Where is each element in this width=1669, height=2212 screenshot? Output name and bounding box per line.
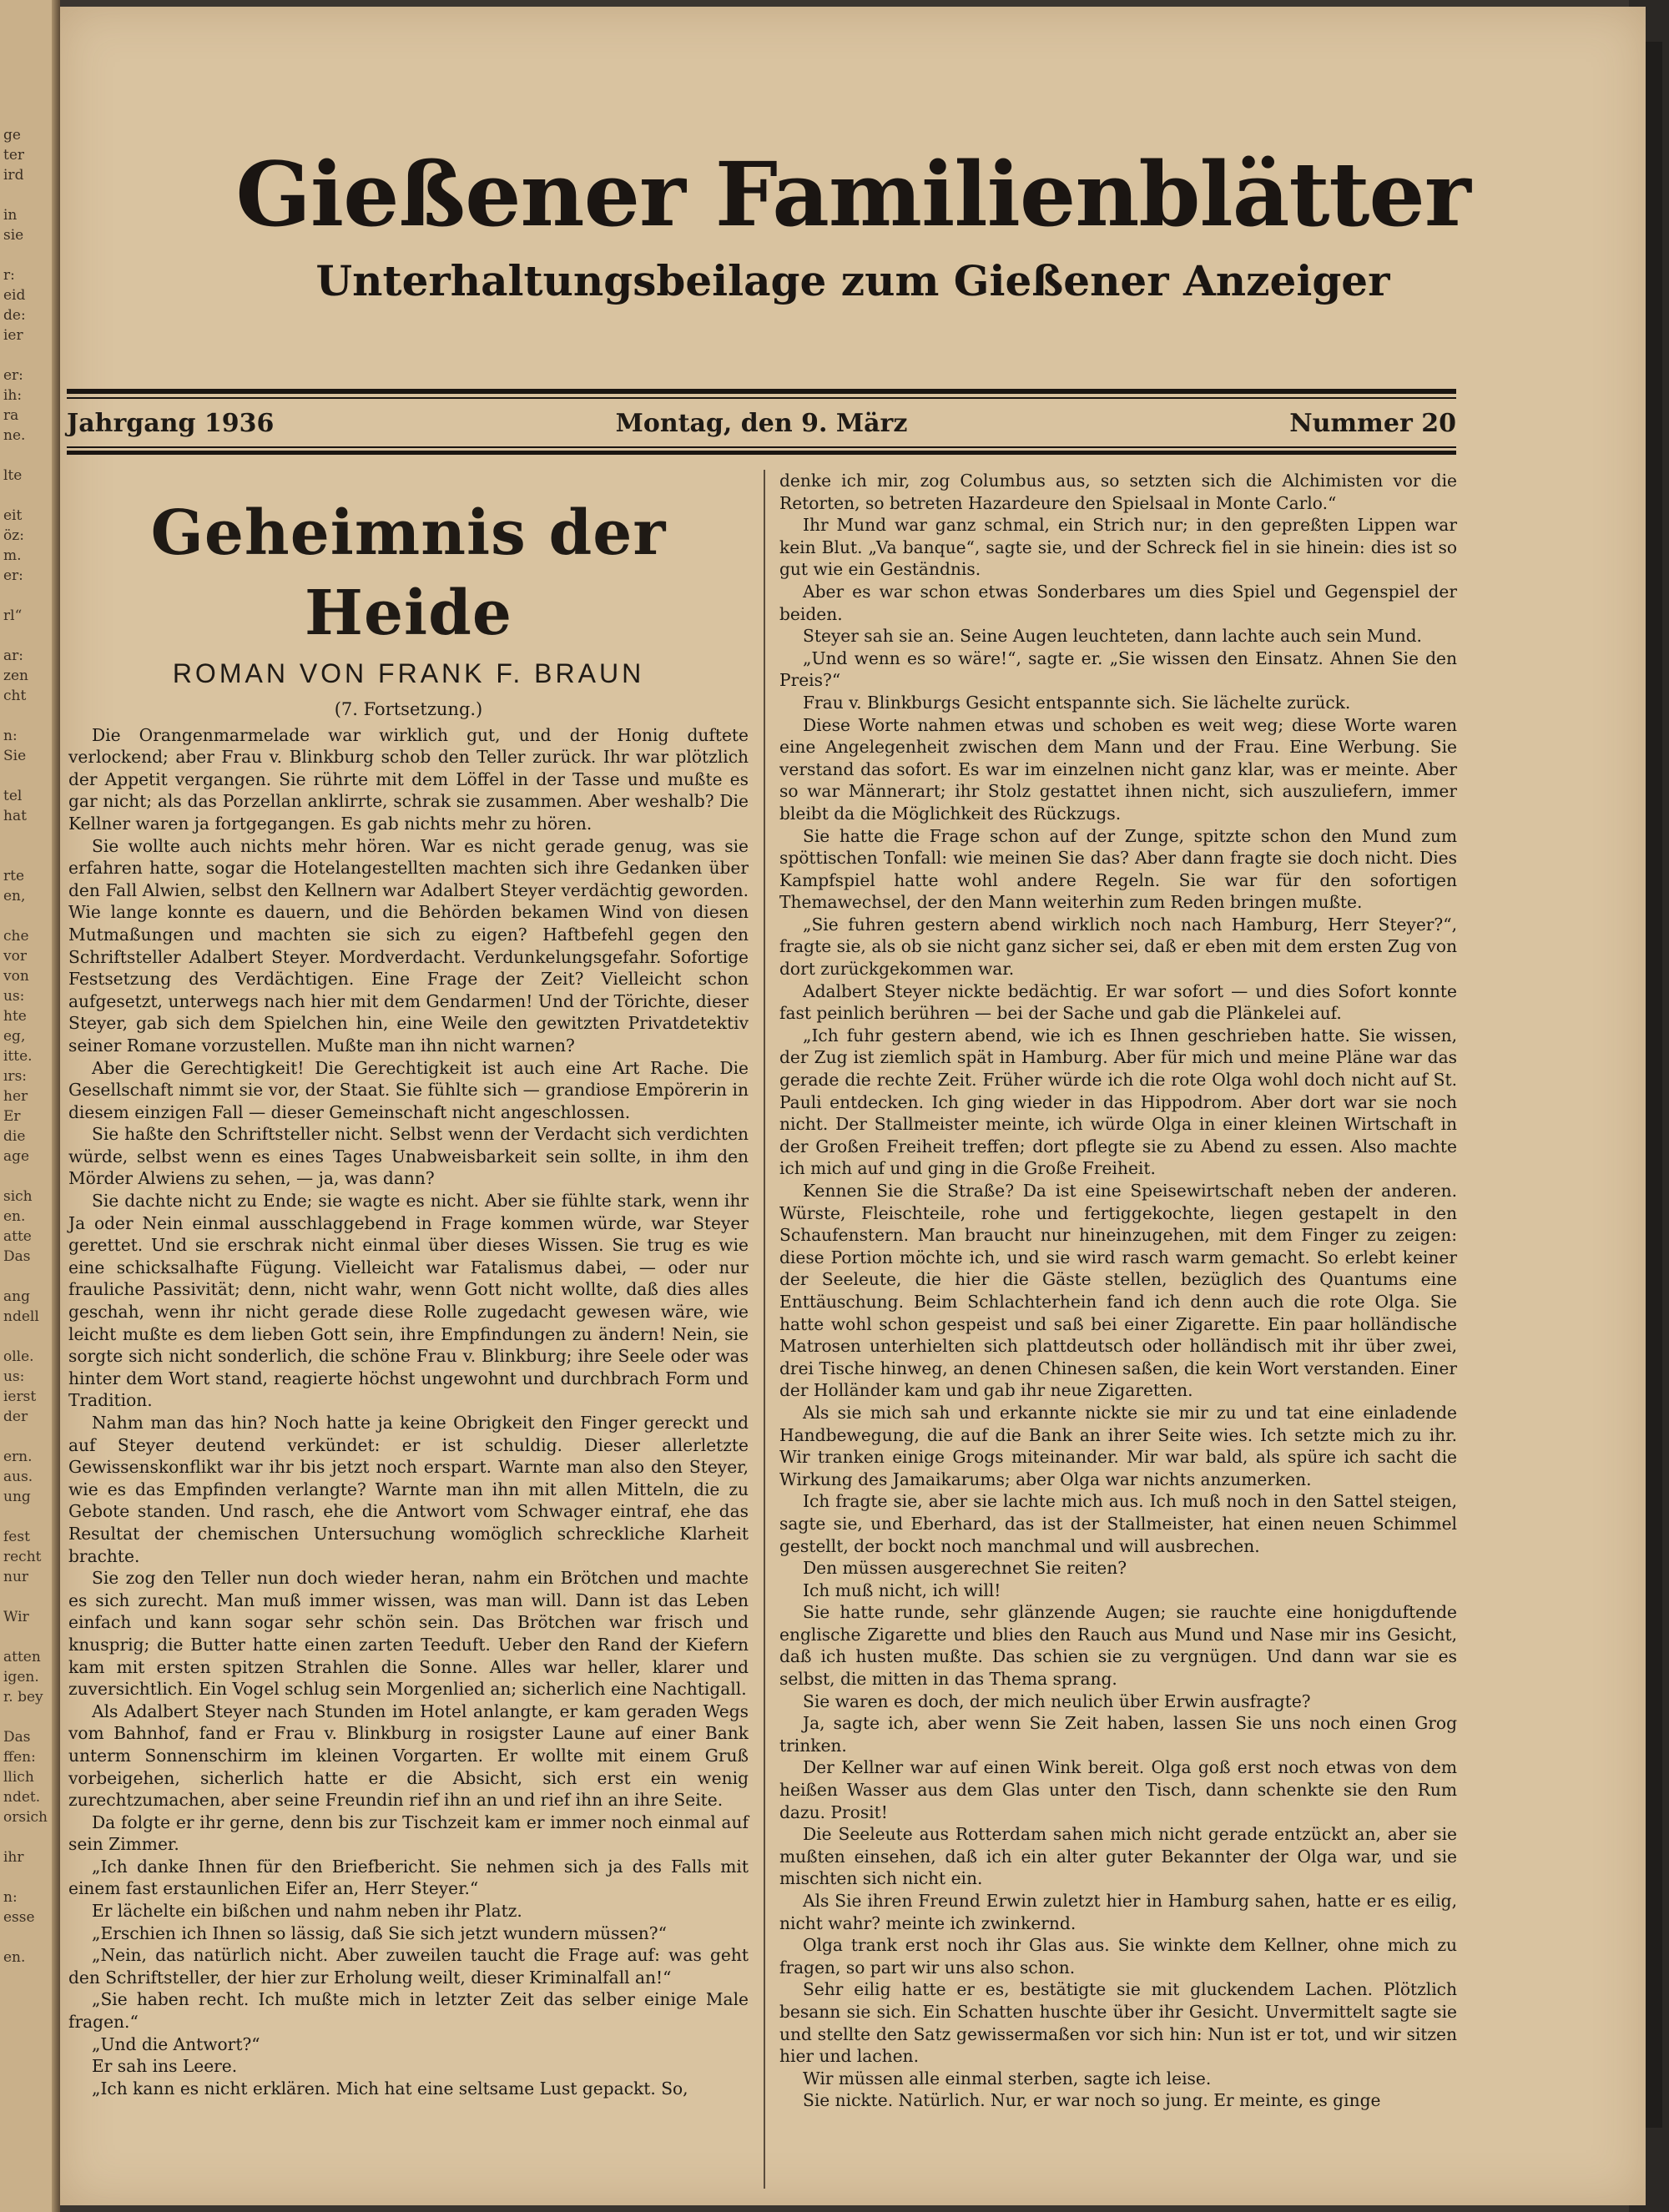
neighbor-fragment: ndell	[3, 1308, 39, 1325]
paragraph: Sie waren es doch, der mich neulich über Erwin ausfragte?	[803, 1690, 1311, 1711]
neighbor-fragment: Das	[3, 1248, 31, 1265]
paragraph: Da folgte er ihr gerne, denn bis zur Tischzeit kam er immer noch einmal auf sein Zimmer.	[68, 1811, 749, 1855]
paragraph: Als Adalbert Steyer nach Stunden im Hotel anlangte, er kam geraden Wegs vom Bahnhof, fand er Frau v. Blinkburg in rosigster Laune auf einer Bank unterm Sonnenschirm im kleinen Vorgarten. Er wollte mit einem Gruß vorbeigehen, sicherlich hatte er die Absicht, sich erst ein wenig zurechtzumachen, aber seine Freundin rief ihn an und rief ihn an ihre Seite.	[68, 1701, 749, 1811]
paragraph: Als Sie ihren Freund Erwin zuletzt hier in Hamburg sahen, hatte er es eilig, nicht wahr? meinte ich zwinkernd.	[779, 1891, 1457, 1933]
paragraph: Adalbert Steyer nickte bedächtig. Er war sofort — und dies Sofort konnte fast peinlich berühren — bei der Sache und gab die Plänkelei auf.	[779, 980, 1457, 1024]
text-column-right	[779, 470, 1457, 2112]
paragraph: Sie zog den Teller nun doch wieder heran, nahm ein Brötchen und machte es sich zurecht. Man muß immer wissen, was man will. Dann ist das Leben einfach und kann sogar sehr schön sein. Das Brötchen war frisch und knusprig; die Butter hatte einen zarten Teeduft. Ueber den Rand der Kiefern kam mit ersten spitzen Strahlen die Sonne. Alles war heller, klarer und zuversichtlich. Ein Vogel schlug sein Morgenlied an; sicherlich eine Nachtigall.	[68, 1568, 749, 1700]
paragraph: „Erschien ich Ihnen so lässig, daß Sie sich jetzt wundern müssen?“	[92, 1922, 667, 1943]
neighbor-fragment: ih:	[3, 387, 23, 404]
neighbor-fragment: in	[3, 207, 18, 224]
neighbor-fragment: orsich	[3, 1809, 48, 1826]
neighbor-fragment: ne.	[3, 427, 26, 444]
paragraph: Sie dachte nicht zu Ende; sie wagte es nicht. Aber sie fühlte stark, wenn ihr Ja oder Nein einmal ausschlaggebend in Frage kommen würde, war Steyer gerettet. Und sie erschrak nicht einmal über dieses Wissen. Sie trug es wie eine schicksalhafte Fügung. Vielleicht war Fatalismus dabei, — oder nur frauliche Passivität; denn, nicht wahr, wenn Gott nicht wollte, daß dies alles geschah, wenn ihr nicht gerade diese Rolle zugedacht gewesen wäre, wie leicht mußte es dem lieben Gott sein, ihre Empfindungen zu ändern! Nein, sie sorgte sich nicht sonderlich, die schöne Frau v. Blinkburg; ihre Seele oder was hinter dem Wort stand, reagierte höchst ungewohnt und durchbrach Form und Tradition.	[68, 1191, 749, 1411]
paragraph: Aber die Gerechtigkeit! Die Gerechtigkeit ist auch eine Art Rache. Die Gesellschaft nimmt sie vor, der Staat. Sie fühlte sich — grandiose Empörerin in diesem einzigen Fall — dieser Gemeinschaft nicht angeschlossen.	[68, 1057, 749, 1122]
neighbor-fragment: von	[3, 968, 29, 985]
neighbor-fragment: Sie	[3, 748, 27, 764]
neighbor-fragment: Er	[3, 1108, 21, 1125]
neighbor-fragment: her	[3, 1088, 28, 1105]
neighbor-fragment: ier	[3, 327, 23, 344]
neighbor-fragment: ırs:	[3, 1068, 28, 1085]
paragraph: „Und die Antwort?“	[92, 2033, 260, 2054]
neighbor-fragment: us:	[3, 988, 25, 1005]
neighbor-fragment: die	[3, 1128, 26, 1145]
neighbor-fragment: ung	[3, 1489, 31, 1505]
neighbor-fragment: aus.	[3, 1469, 33, 1485]
paragraph: „Ich danke Ihnen für den Briefbericht. Sie nehmen sich ja des Falls mit einem fast erstaunlichen Eifer an, Herr Steyer.“	[68, 1856, 749, 1899]
neighbor-fragment: en,	[3, 888, 26, 904]
neighbor-fragment: en.	[3, 1949, 26, 1966]
rule-top-thin	[67, 397, 1456, 399]
neighbor-fragment: hat	[3, 808, 27, 824]
neighbor-fragment: hte	[3, 1008, 27, 1025]
issue-date: Montag, den 9. März	[615, 409, 908, 438]
story-installment: (7. Fortsetzung.)	[334, 699, 483, 719]
neighbor-fragment: sich	[3, 1188, 33, 1205]
right-paragraphs	[779, 470, 1457, 2112]
left-paragraphs	[68, 724, 749, 2100]
neighbor-fragment: ern.	[3, 1449, 33, 1465]
paragraph: Nahm man das hin? Noch hatte ja keine Obrigkeit den Finger gereckt und auf Steyer deutend verkündet: er ist schuldig. Dieser allerletzte Gewissenskonflikt war ihr bis jetzt noch erspart. Warnte man also den Steyer, wie es das Empfinden verlangte? Warnte man ihn mit allen Mitteln, die zu Gebote standen. Und rasch, ehe die Antwort vom Schwager eintraf, ehe das Resultat der chemischen Untersuchung womöglich schreckliche Klarheit brachte.	[68, 1413, 749, 1566]
book-spine	[52, 0, 60, 2212]
text-column-left	[68, 470, 749, 2099]
rule-bottom-thick	[67, 451, 1456, 455]
paragraph: Sie nickte. Natürlich. Nur, er war noch so jung. Er meinte, es ginge	[803, 2090, 1381, 2111]
neighbor-fragment: atten	[3, 1649, 41, 1665]
paragraph: Wir müssen alle einmal sterben, sagte ich leise.	[803, 2068, 1212, 2089]
paragraph: Die Seeleute aus Rotterdam sahen mich nicht gerade entzückt an, aber sie mußten einsehen, daß ich ein alter guter Bekannter der Olga war, und sie mischten sich nicht ein.	[779, 1824, 1457, 1889]
masthead	[60, 140, 1646, 307]
neighbor-fragment: che	[3, 928, 29, 945]
neighbor-fragment: ar:	[3, 647, 23, 664]
neighbor-fragment: vor	[3, 948, 27, 965]
neighbor-fragment: n:	[3, 728, 18, 744]
paragraph: „Ich kann es nicht erklären. Mich hat eine seltsame Lust gepackt. So,	[92, 2078, 688, 2099]
masthead-title: Gießener Familienblätter	[235, 142, 1470, 246]
masthead-subtitle: Unterhaltungsbeilage zum Gießener Anzeiger	[315, 256, 1390, 305]
paragraph: Kennen Sie die Straße? Da ist eine Speisewirtschaft neben der anderen. Würste, Fleischteile, rohe und fertiggekochte, liegen gestapelt in den Schaufenstern. Man braucht nur hineinzugehen, mit dem Finger zu zeigen: diese Portion möchte ich, und sie wird rasch warm gemacht. So erlebt keiner der Seeleute, die hier die Gäste stellen, bezüglich des Quantums eine Enttäuschung. Beim Schlachterhein fand ich denn auch die rote Olga. Sie hatte wohl schon gespeist und saß bei einer Zigarette. Ein paar holländische Matrosen unterhielten sich plattdeutsch oder holländisch mit ihr über zwei, drei Tische hinweg, an denen Chinesen saßen, die kein Wort verstanden. Einer der Holländer kam und gab ihr neue Zigaretten.	[779, 1181, 1457, 1401]
neighbor-fragment: r. bey	[3, 1689, 43, 1706]
neighbor-fragment: atte	[3, 1228, 32, 1245]
neighbor-page-strip	[0, 0, 60, 2212]
neighbor-fragment: ang	[3, 1288, 30, 1305]
neighbor-fragment: zen	[3, 668, 28, 684]
rule-top-thick	[67, 389, 1456, 394]
neighbor-fragment: igen.	[3, 1669, 39, 1685]
neighbor-fragment: nur	[3, 1569, 29, 1585]
neighbor-fragment: en.	[3, 1208, 26, 1225]
paragraph: Sie hatte die Frage schon auf der Zunge, spitzte schon den Mund zum spöttischen Tonfall: wie meinen Sie das? Aber dann fragte sie doch nicht. Dies Kampfspiel hatte wohl andere Regeln. Sie war für den sofortigen Themawechsel, der den Mann weiterhin zum Reden bringen mußte.	[779, 825, 1457, 913]
rule-bottom-thin	[67, 446, 1456, 448]
paragraph: Sehr eilig hatte er es, bestätigte sie mit gluckendem Lachen. Plötzlich besann sie sich. Ein Schatten huschte über ihr Gesicht. Unvermittelt sagte sie und stellte den Satz gewissermaßen vor sich hin: Nun ist er tot, und wir sitzen hier und lachen.	[779, 1979, 1457, 2067]
paragraph: Den müssen ausgerechnet Sie reiten?	[803, 1558, 1127, 1579]
paragraph: Als sie mich sah und erkannte nickte sie mir zu und tat eine einladende Handbewegung, die auf die Bank an ihrer Seite wies. Ich setzte mich zu ihr. Wir tranken einige Grogs miteinander. Mir war bald, als spüre ich sacht die Wirkung des Jamaikarums; aber Olga war nichts anzumerken.	[779, 1402, 1457, 1489]
neighbor-fragment: recht	[3, 1549, 42, 1565]
neighbor-fragment: ge	[3, 127, 21, 144]
paragraph: Olga trank erst noch ihr Glas aus. Sie winkte dem Kellner, ohne mich zu fragen, so part wir uns also schon.	[779, 1935, 1457, 1978]
neighbor-fragment: n:	[3, 1889, 18, 1906]
neighbor-fragment: itte.	[3, 1048, 33, 1065]
paragraph: „Ich fuhr gestern abend, wie ich es Ihnen geschrieben hatte. Sie wissen, der Zug ist ziemlich spät in Hamburg. Aber für mich und meine Pläne war das gerade die rechte Zeit. Früher würde ich die rote Olga wohl doch nicht auf St. Pauli entdecken. Ich ging wieder in das Hippodrom. Aber dort war sie noch nicht. Der Stallmeister meinte, ich würde Olga in einer kleinen Wirtschaft in der Großen Freiheit treffen; dort pflegte sie zu Abend zu essen. Also machte ich mich auf und ging in die Große Freiheit.	[779, 1025, 1457, 1179]
paragraph: Diese Worte nahmen etwas und schoben es weit weg; diese Worte waren eine Angelegenheit zwischen dem Mann und der Frau. Eine Werbung. Sie verstand das sofort. Es war im einzelnen nicht ganz klar, was er meinte. Aber so war Männerart; ihr Stolz gestattet ihnen nicht, sich auszuliefern, immer bleibt da die Möglichkeit des Rückzugs.	[779, 714, 1457, 824]
neighbor-fragment: eit	[3, 507, 23, 524]
paragraph: Er sah ins Leere.	[92, 2056, 238, 2077]
neighbor-fragment: r:	[3, 267, 15, 284]
neighbor-fragment: eg,	[3, 1028, 26, 1045]
paragraph: Ihr Mund war ganz schmal, ein Strich nur; in den gepreßten Lippen war kein Blut. „Va banque“, sagte sie, und der Schreck fiel in sie hinein: dies ist so gut wie ein Geständnis.	[779, 515, 1457, 580]
neighbor-fragment: rte	[3, 868, 25, 884]
paragraph: Aber es war schon etwas Sonderbares um dies Spiel und Gegenspiel der beiden.	[779, 581, 1457, 624]
paragraph: Ja, sagte ich, aber wenn Sie Zeit haben, lassen Sie uns noch einen Grog trinken.	[779, 1713, 1457, 1756]
paragraph: „Sie fuhren gestern abend wirklich noch nach Hamburg, Herr Steyer?“, fragte sie, als ob sie nicht ganz sicher sei, daß er eben mit dem ersten Zug von dort zurückgekommen war.	[779, 914, 1457, 980]
neighbor-fragment: eid	[3, 287, 26, 304]
neighbor-fragment: ter	[3, 147, 25, 164]
paragraph: „Und wenn es so wäre!“, sagte er. „Sie wissen den Einsatz. Ahnen Sie den Preis?“	[779, 647, 1457, 691]
issue-year: Jahrgang 1936	[67, 409, 275, 438]
neighbor-fragment: age	[3, 1148, 30, 1165]
paragraph: Sie wollte auch nichts mehr hören. War es nicht gerade genug, was sie erfahren hatte, sogar die Hotelangestellten machten sich ihre Gedanken über den Fall Alwien, selbst den Kellnern war Adalbert Steyer verdächtig geworden. Wie lange konnte es dauern, und die Behörden bekamen Wind von diesen Mutmaßungen und machten sie sich zu eigen? Haftbefehl gegen den Schriftsteller Adalbert Steyer. Mordverdacht. Verdunkelungsgefahr. Sofortige Festsetzung des Verdächtigen. Eine Frage der Zeit? Vielleicht schon aufgesetzt, unterwegs nach hier mit dem Gendarmen! Und der Törichte, dieser Steyer, gab sich dem Spielchen hin, eine Weile den gewitzten Privatdetektiv seiner Romane vorzustellen. Mußte man ihn nicht warnen?	[68, 835, 749, 1056]
neighbor-fragment: lte	[3, 467, 23, 484]
neighbor-fragment: rl“	[3, 607, 23, 624]
neighbor-fragment: cht	[3, 688, 27, 704]
neighbor-fragment: llich	[3, 1769, 34, 1786]
neighbor-fragment: olle.	[3, 1348, 34, 1365]
neighbor-fragment: Das	[3, 1729, 31, 1746]
neighbor-fragment: sie	[3, 227, 24, 244]
neighbor-fragment: fest	[3, 1529, 30, 1545]
neighbor-fragment: ierst	[3, 1388, 37, 1405]
issue-number: Nummer 20	[1289, 409, 1456, 438]
dateline	[67, 406, 1456, 444]
column-divider	[764, 470, 765, 2189]
neighbor-fragment: ffen:	[3, 1749, 36, 1766]
paragraph: denke ich mir, zog Columbus aus, so setzten sich die Alchimisten vor die Retorten, so betreten Hazardeure den Spielsaal in Monte Carlo.“	[779, 471, 1457, 513]
paragraph: Die Orangenmarmelade war wirklich gut, und der Honig duftete verlockend; aber Frau v. Blinkburg schob den Teller zurück. Ihr war plötzlich der Appetit vergangen. Sie rührte mit dem Löffel in der Tasse und mußte es gar nicht; als das Porzellan anklirrte, schrak sie zusammen. Aber weshalb? Die Kellner waren ja fortgegangen. Es gab nichts mehr zu hören.	[68, 724, 749, 834]
paragraph: „Nein, das natürlich nicht. Aber zuweilen taucht die Frage auf: was geht den Schriftsteller, der hier zur Erholung weilt, dieser Kriminalfall an!“	[68, 1945, 749, 1988]
story-title: Geheimnis der Heide	[150, 497, 667, 649]
neighbor-fragment: er:	[3, 567, 23, 584]
neighbor-fragment: us:	[3, 1368, 25, 1385]
neighbor-fragment: Wir	[3, 1609, 29, 1625]
paragraph: Ich muß nicht, ich will!	[803, 1580, 1001, 1600]
paragraph: Der Kellner war auf einen Wink bereit. Olga goß erst noch etwas von dem heißen Wasser aus dem Glas unter den Tisch, dann schenkte sie den Rum dazu. Prosit!	[779, 1757, 1457, 1822]
paragraph: Frau v. Blinkburgs Gesicht entspannte sich. Sie lächelte zurück.	[803, 692, 1351, 713]
neighbor-fragment: tel	[3, 788, 23, 804]
paragraph: Sie hatte runde, sehr glänzende Augen; sie rauchte eine honigduftende englische Zigarette und blies den Rauch aus Mund und Nase mir ins Gesicht, daß ich husten mußte. Das schien sie zu vergnügen. Und dann war sie es selbst, die mitten in das Thema sprang.	[779, 1602, 1457, 1690]
neighbor-fragment: ihr	[3, 1849, 24, 1866]
paragraph: Steyer sah sie an. Seine Augen leuchteten, dann lachte auch sein Mund.	[803, 626, 1422, 647]
story-author: ROMAN VON FRANK F. BRAUN	[172, 658, 645, 688]
neighbor-fragment: de:	[3, 307, 26, 324]
paragraph: Er lächelte ein bißchen und nahm neben ihr Platz.	[92, 1901, 522, 1922]
neighbor-fragment: ra	[3, 407, 19, 424]
neighbor-fragment: m.	[3, 547, 22, 564]
neighbor-fragment: der	[3, 1408, 28, 1425]
newspaper-page	[60, 7, 1646, 2205]
paragraph: Ich fragte sie, aber sie lachte mich aus. Ich muß noch in den Sattel steigen, sagte sie, und Eberhard, das ist der Stallmeister, hat einen neuen Schimmel gestellt, der bockt noch manchmal und will ausbrechen.	[779, 1491, 1457, 1556]
paragraph: Sie haßte den Schriftsteller nicht. Selbst wenn der Verdacht sich verdichten würde, selbst wenn es eines Tages Unabweisbarkeit sein sollte, in ihm den Mörder Alwiens zu sehen, — ja, was dann?	[68, 1124, 749, 1189]
neighbor-fragment: öz:	[3, 527, 24, 544]
paragraph: „Sie haben recht. Ich mußte mich in letzter Zeit das selber einige Male fragen.“	[68, 1989, 749, 2033]
neighbor-fragment: ndet.	[3, 1789, 41, 1806]
neighbor-fragment: er:	[3, 367, 23, 384]
neighbor-fragment: ird	[3, 167, 24, 184]
neighbor-fragment: esse	[3, 1909, 35, 1926]
